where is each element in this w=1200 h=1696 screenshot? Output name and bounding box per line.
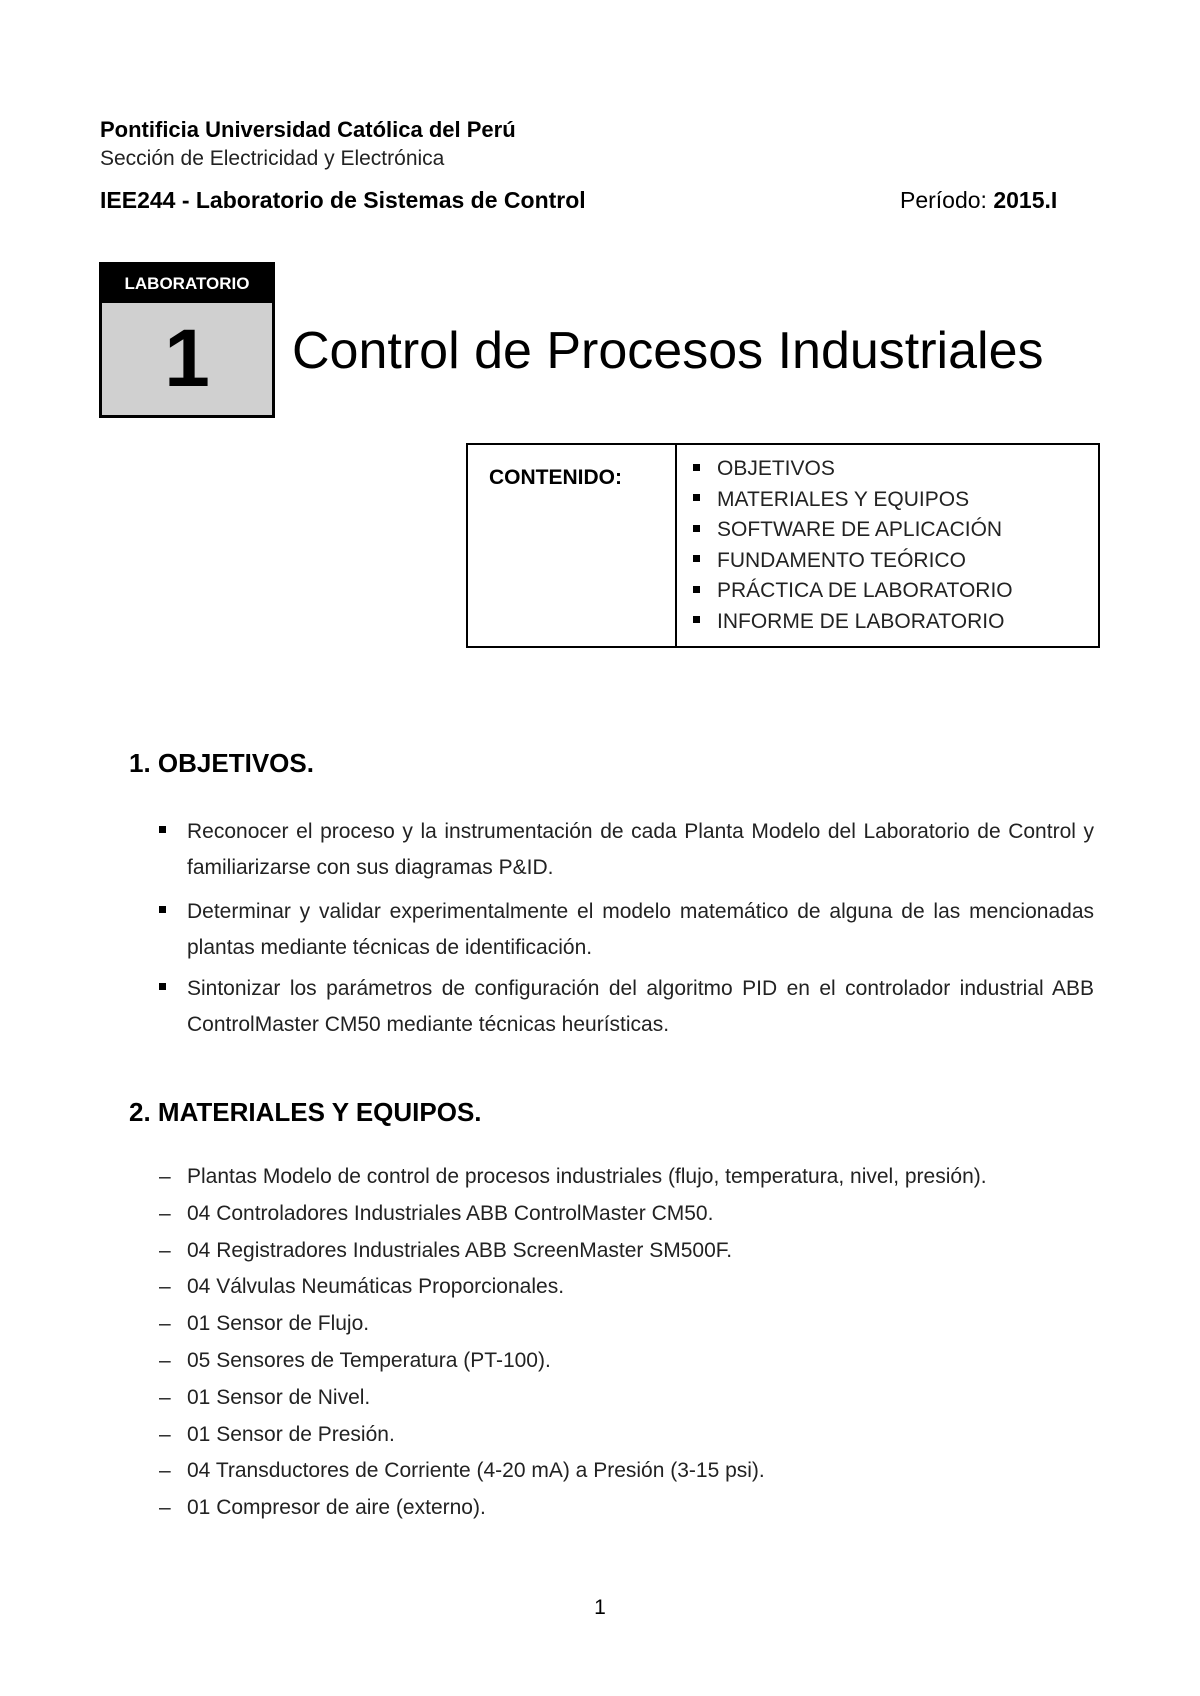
dash-bullet: – (159, 1385, 171, 1409)
material-text: 01 Compresor de aire (externo). (187, 1496, 486, 1520)
material-text: 04 Controladores Industriales ABB ControlMaster CM50. (187, 1201, 714, 1225)
material-text: 05 Sensores de Temperatura (PT-100). (187, 1348, 551, 1372)
contents-table (466, 443, 1100, 648)
objectives-heading: 1. OBJETIVOS. (129, 748, 314, 778)
objective-item (159, 971, 1094, 1043)
period-label: Período: (900, 187, 987, 213)
course-title: IEE244 - Laboratorio de Sistemas de Control (100, 187, 586, 213)
dash-bullet: – (159, 1238, 171, 1262)
page-number: 1 (594, 1596, 606, 1619)
contents-item-text: SOFTWARE DE APLICACIÓN (717, 518, 1003, 541)
contents-item (693, 485, 1013, 516)
material-text: Plantas Modelo de control de procesos industriales (flujo, temperatura, nivel, presión). (187, 1165, 987, 1188)
bullet-square-icon (693, 586, 700, 593)
period (900, 187, 1057, 214)
material-item (159, 1417, 1094, 1454)
objective-item (159, 814, 1094, 886)
contents-list (677, 445, 1013, 646)
objective-text: Determinar y validar experimentalmente el modelo matemático de alguna de las mencionadas plantas mediante técnicas de identificación. (187, 900, 1094, 959)
dash-bullet: – (159, 1348, 171, 1372)
contents-item-text: PRÁCTICA DE LABORATORIO (717, 579, 1013, 602)
material-text: 04 Transductores de Corriente (4-20 mA) a Presión (3-15 psi). (187, 1459, 765, 1483)
material-item (159, 1233, 1094, 1270)
bullet-square-icon (159, 826, 166, 833)
lab-title: Control de Procesos Industriales (292, 322, 1044, 380)
bullet-square-icon (693, 494, 700, 501)
materials-list (159, 1159, 1094, 1527)
material-item (159, 1269, 1094, 1306)
lab-number-box (99, 262, 275, 418)
dash-bullet: – (159, 1165, 171, 1188)
contents-item-text: INFORME DE LABORATORIO (717, 609, 1005, 633)
material-item (159, 1490, 1094, 1527)
lab-number: 1 (102, 303, 272, 415)
bullet-square-icon (159, 983, 166, 990)
contents-item-text: FUNDAMENTO TEÓRICO (717, 548, 966, 572)
bullet-square-icon (693, 464, 700, 471)
contents-item (693, 546, 1013, 577)
dash-bullet: – (159, 1496, 171, 1520)
objective-text: Reconocer el proceso y la instrumentación de cada Planta Modelo del Laboratorio de Control y familiarizarse con sus diagramas P&ID. (187, 820, 1094, 879)
contents-item-text: OBJETIVOS (717, 457, 835, 480)
contents-label: CONTENIDO: (468, 445, 677, 646)
lab-label: LABORATORIO (102, 265, 272, 303)
material-item (159, 1159, 1094, 1196)
dash-bullet: – (159, 1459, 171, 1483)
dash-bullet: – (159, 1422, 171, 1446)
contents-item-text: MATERIALES Y EQUIPOS (717, 487, 970, 511)
bullet-square-icon (693, 616, 700, 623)
objective-text: Sintonizar los parámetros de configuración del algoritmo PID en el controlador industrial ABB ControlMaster CM50 mediante técnicas heurísticas. (187, 977, 1094, 1036)
section-name: Sección de Electricidad y Electrónica (100, 147, 445, 170)
material-text: 01 Sensor de Presión. (187, 1422, 395, 1446)
material-item (159, 1453, 1094, 1490)
university-name: Pontificia Universidad Católica del Perú (100, 117, 516, 142)
contents-item (693, 454, 1013, 485)
contents-item (693, 576, 1013, 607)
material-item (159, 1196, 1094, 1233)
material-item (159, 1306, 1094, 1343)
materials-heading: 2. MATERIALES Y EQUIPOS. (129, 1097, 482, 1127)
material-text: 04 Válvulas Neumáticas Proporcionales. (187, 1275, 565, 1299)
dash-bullet: – (159, 1275, 171, 1299)
dash-bullet: – (159, 1312, 171, 1336)
material-text: 04 Registradores Industriales ABB ScreenMaster SM500F. (187, 1238, 733, 1262)
bullet-square-icon (159, 906, 166, 913)
objective-item (159, 894, 1094, 966)
material-text: 01 Sensor de Flujo. (187, 1312, 370, 1336)
material-item (159, 1380, 1094, 1417)
bullet-square-icon (693, 525, 700, 532)
material-item (159, 1343, 1094, 1380)
contents-item (693, 607, 1013, 638)
bullet-square-icon (693, 555, 700, 562)
material-text: 01 Sensor de Nivel. (187, 1385, 371, 1409)
contents-item (693, 515, 1013, 546)
period-value: 2015.I (993, 187, 1058, 213)
dash-bullet: – (159, 1201, 171, 1225)
